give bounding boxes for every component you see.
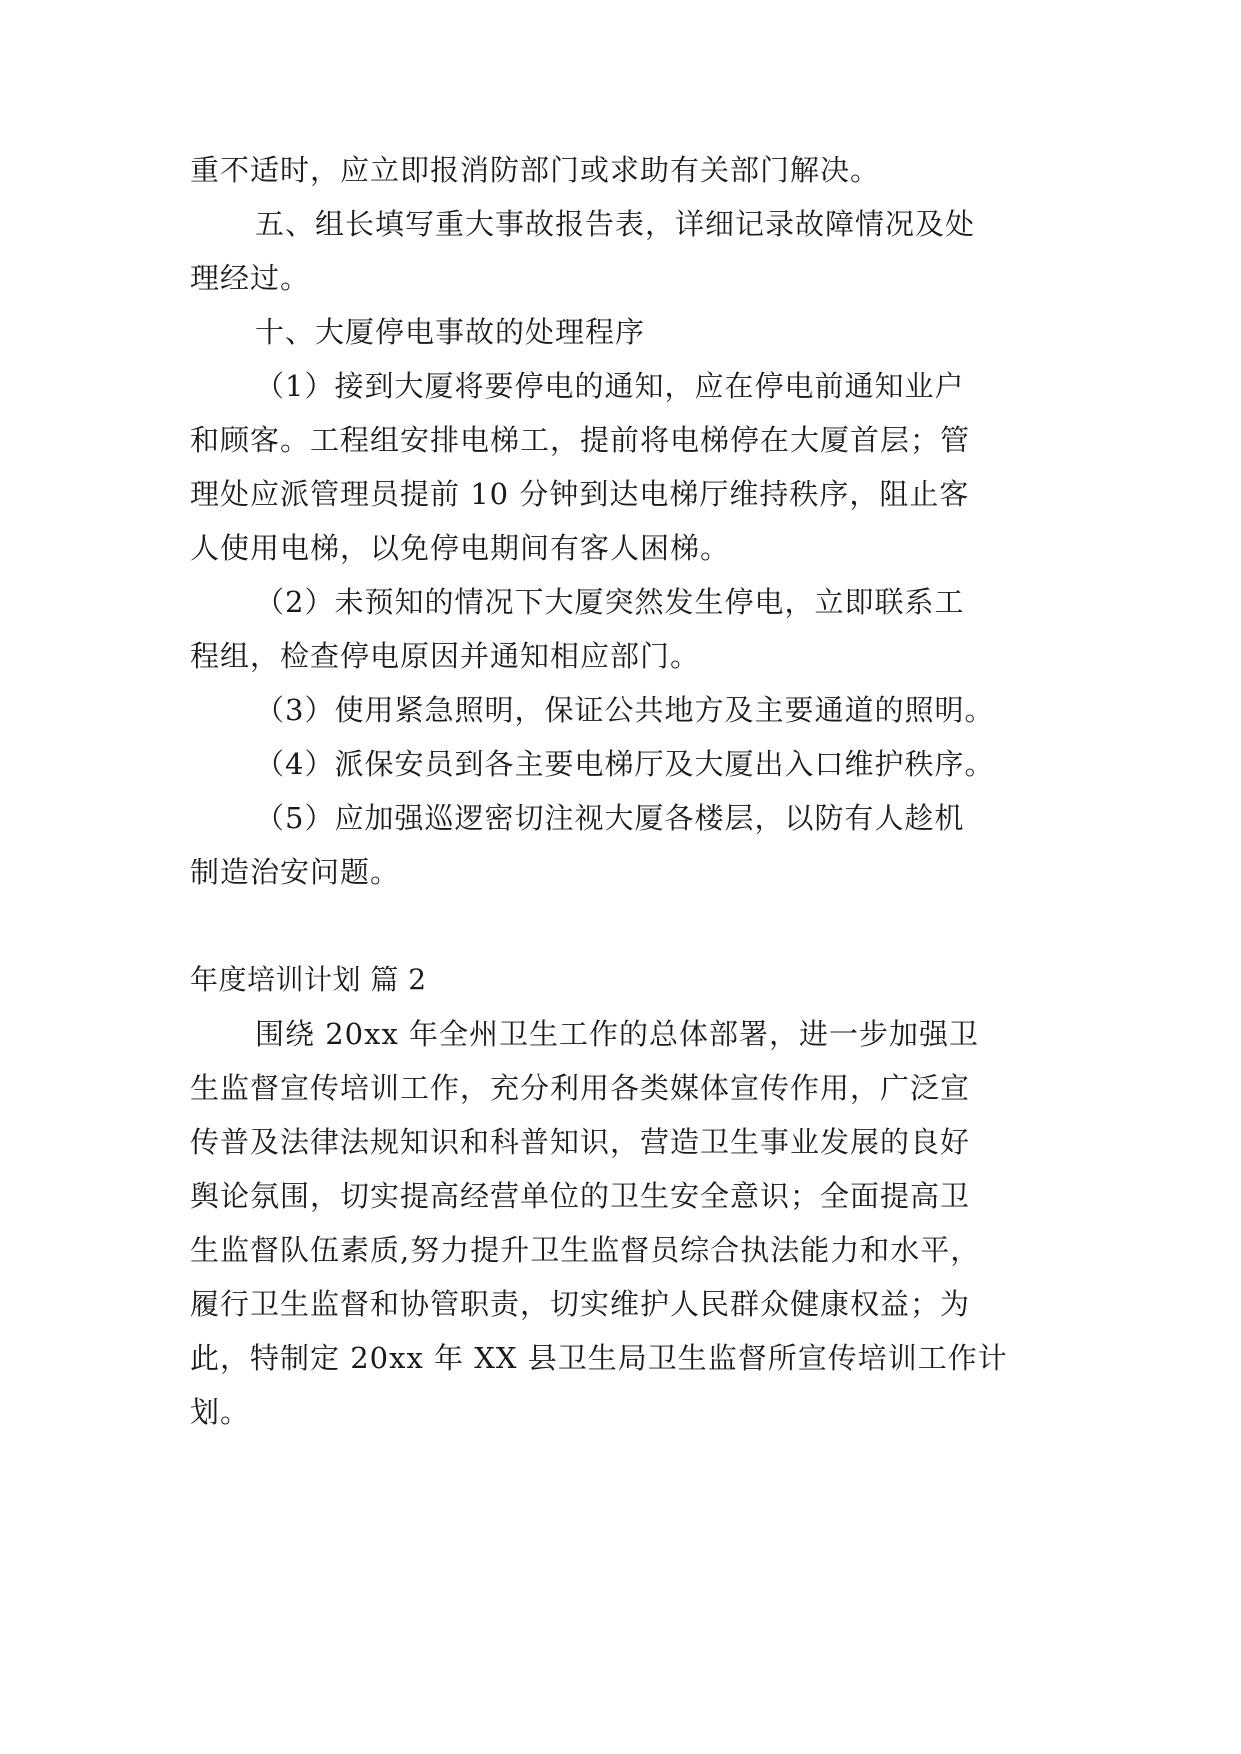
paragraph-line: 理经过。 <box>190 261 311 295</box>
paragraph-line: 五、组长填写重大事故报告表，详细记录故障情况及处 <box>255 207 976 241</box>
paragraph-line: （2）未预知的情况下大厦突然发生停电，立即联系工 <box>255 585 965 619</box>
article-title: 年度培训计划 篇 2 <box>190 963 427 996</box>
paragraph-line: 此，特制定 20xx 年 XX 县卫生局卫生监督所宣传培训工作计 <box>190 1341 1008 1375</box>
paragraph-line: 划。 <box>190 1395 251 1429</box>
paragraph-line: 围绕 20xx 年全州卫生工作的总体部署，进一步加强卫 <box>255 1017 980 1051</box>
paragraph-line: 生监督宣传培训工作，充分利用各类媒体宣传作用，广泛宣 <box>190 1071 971 1105</box>
section-heading: 十、大厦停电事故的处理程序 <box>255 315 646 349</box>
paragraph-line: 理处应派管理员提前 10 分钟到达电梯厅维持秩序，阻止客 <box>190 477 970 511</box>
paragraph-line: 人使用电梯，以免停电期间有客人困梯。 <box>190 531 731 565</box>
paragraph-line: （5）应加强巡逻密切注视大厦各楼层，以防有人趁机 <box>255 801 965 835</box>
paragraph-line: （4）派保安员到各主要电梯厅及大厦出入口维护秩序。 <box>255 747 995 781</box>
paragraph-line: （3）使用紧急照明，保证公共地方及主要通道的照明。 <box>255 693 995 727</box>
paragraph-line: （1）接到大厦将要停电的通知，应在停电前通知业户 <box>255 369 965 403</box>
paragraph-line: 制造治安问题。 <box>190 855 401 889</box>
paragraph-line: 传普及法律法规知识和科普知识，营造卫生事业发展的良好 <box>190 1125 971 1159</box>
paragraph-line: 重不适时，应立即报消防部门或求助有关部门解决。 <box>190 153 881 187</box>
paragraph-line: 生监督队伍素质,努力提升卫生监督员综合执法能力和水平， <box>190 1233 981 1267</box>
paragraph-line: 履行卫生监督和协管职责，切实维护人民群众健康权益；为 <box>190 1287 971 1321</box>
paragraph-line: 舆论氛围，切实提高经营单位的卫生安全意识；全面提高卫 <box>190 1179 971 1213</box>
paragraph-line: 程组，检查停电原因并通知相应部门。 <box>190 639 701 673</box>
paragraph-line: 和顾客。工程组安排电梯工，提前将电梯停在大厦首层；管 <box>190 423 971 457</box>
